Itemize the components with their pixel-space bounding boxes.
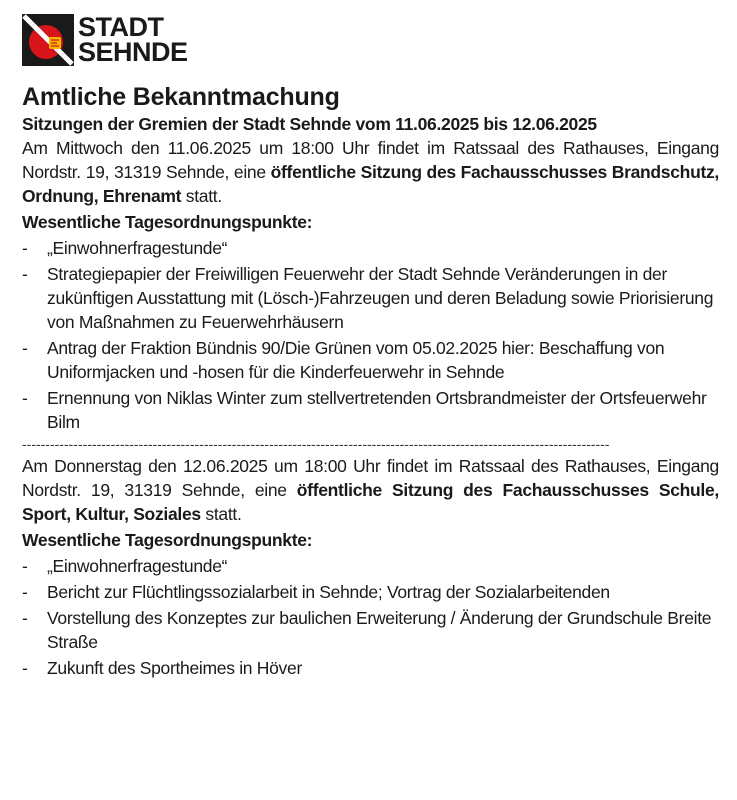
list-dash: -	[22, 556, 28, 576]
notice-subtitle: Sitzungen der Gremien der Stadt Sehnde vom 11.06.2025 bis 12.06.2025	[22, 114, 597, 134]
session1-outro: statt.	[181, 186, 222, 206]
agenda-item	[22, 606, 719, 654]
session1-paragraph	[22, 136, 719, 208]
session2-paragraph	[22, 454, 719, 526]
list-dash: -	[22, 388, 28, 408]
agenda-item-text: Bericht zur Flüchtlingssozialarbeit in Sehnde; Vortrag der Sozialarbeitenden	[47, 582, 610, 602]
logo-line-stadt: STADT	[78, 12, 164, 42]
agenda-item-text: „Einwohnerfragestunde“	[47, 556, 228, 576]
list-dash: -	[22, 238, 28, 258]
agenda-item-text: Vorstellung des Konzeptes zur baulichen Erweiterung / Änderung der Grundschule Breite Straße	[47, 608, 712, 652]
agenda-item	[22, 554, 719, 578]
stadt-sehnde-logo	[22, 10, 719, 70]
list-dash: -	[22, 608, 28, 628]
session2-committee: öffentliche Sitzung des Fachausschusses Schule, Sport, Kultur, Soziales	[22, 480, 719, 524]
session1-agenda-list	[22, 236, 719, 434]
session1-agenda-title: Wesentliche Tagesordnungspunkte:	[22, 212, 313, 232]
agenda-item	[22, 236, 719, 260]
agenda-item	[22, 386, 719, 434]
agenda-item-text: Antrag der Fraktion Bündnis 90/Die Grünen vom 05.02.2025 hier: Beschaffung von Uniformjacken und -hosen für die Kinderfeuerwehr in Sehnde	[47, 338, 665, 382]
dashed-separator: ------------------------------------------------------------------------------------------------------------------------------	[22, 436, 610, 452]
session1-intro: Am Mittwoch den 11.06.2025 um 18:00 Uhr findet im Ratssaal des Rathauses, Eingang Nordstr. 19, 31319 Sehnde, eine	[22, 138, 719, 182]
session2-outro: statt.	[200, 504, 242, 524]
agenda-item	[22, 656, 719, 680]
list-dash: -	[22, 582, 28, 602]
logo-line-sehnde: SEHNDE	[78, 37, 188, 67]
session1-committee: öffentliche Sitzung des Fachausschusses Brandschutz, Ordnung, Ehrenamt	[22, 162, 719, 206]
agenda-item-text: Strategiepapier der Freiwilligen Feuerwehr der Stadt Sehnde Veränderungen in der zukünftigen Ausstattung mit (Lösch-)Fahrzeugen und deren Beladung sowie Priorisierung von Maßnahmen zu Feuerwehrhäusern	[47, 264, 714, 332]
agenda-item-text: Ernennung von Niklas Winter zum stellvertretenden Ortsbrandmeister der Ortsfeuerwehr Bilm	[47, 388, 707, 432]
agenda-item	[22, 580, 719, 604]
sehnde-emblem-icon	[22, 14, 74, 66]
session2-agenda-title: Wesentliche Tagesordnungspunkte:	[22, 530, 313, 550]
logo-wordmark	[78, 12, 188, 67]
list-dash: -	[22, 264, 28, 284]
session2-agenda-list	[22, 554, 719, 680]
list-dash: -	[22, 658, 28, 678]
agenda-item	[22, 262, 719, 334]
agenda-item-text: „Einwohnerfragestunde“	[47, 238, 228, 258]
list-dash: -	[22, 338, 28, 358]
agenda-item-text: Zukunft des Sportheimes in Höver	[47, 658, 302, 678]
session2-intro: Am Donnerstag den 12.06.2025 um 18:00 Uhr findet im Ratssaal des Rathauses, Eingang Nordstr. 19, 31319 Sehnde, eine	[22, 456, 719, 500]
agenda-item	[22, 336, 719, 384]
notice-heading: Amtliche Bekanntmachung	[22, 83, 340, 111]
